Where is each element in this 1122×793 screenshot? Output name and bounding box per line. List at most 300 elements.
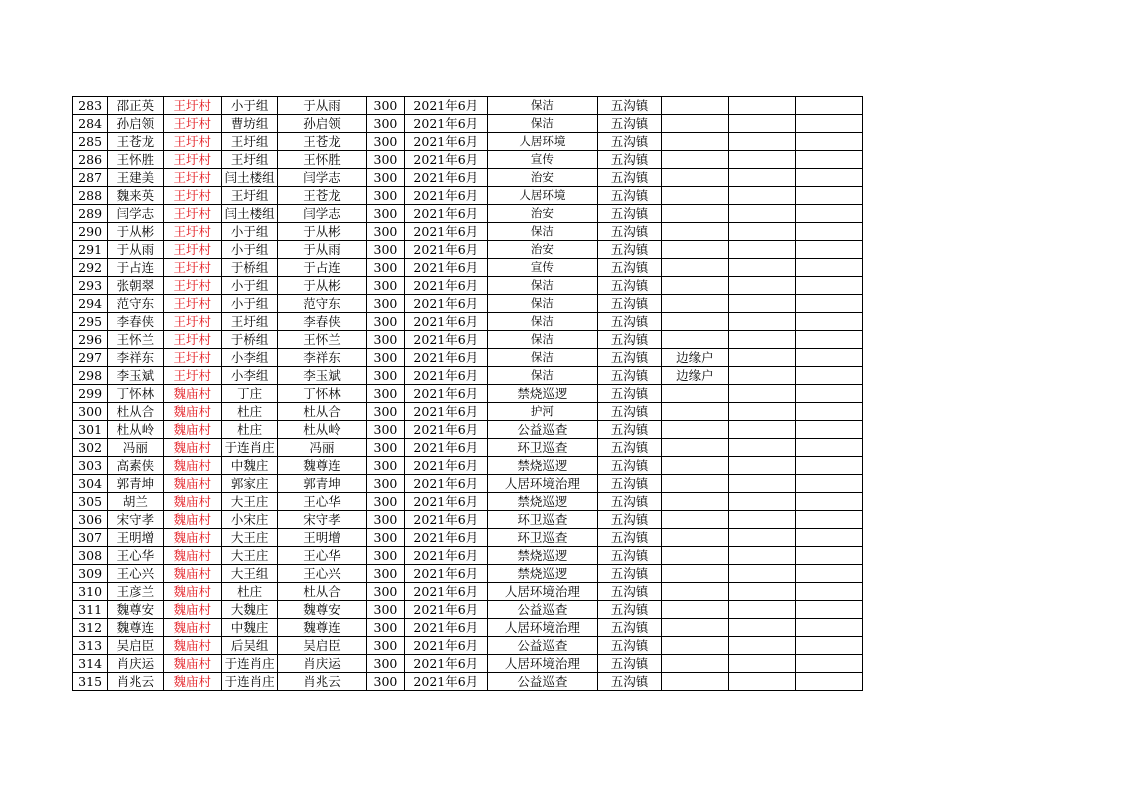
name-cell: 胡兰 bbox=[108, 493, 163, 511]
group-cell: 郭家庄 bbox=[221, 475, 277, 493]
task-cell: 保洁 bbox=[487, 367, 598, 385]
row-number-cell: 292 bbox=[73, 259, 108, 277]
extra-cell-2 bbox=[796, 223, 863, 241]
name-cell: 郭青坤 bbox=[108, 475, 163, 493]
town-cell: 五沟镇 bbox=[598, 115, 661, 133]
group-cell: 王圩组 bbox=[221, 133, 277, 151]
month-cell: 2021年6月 bbox=[405, 457, 488, 475]
extra-cell-2 bbox=[796, 187, 863, 205]
extra-cell-1 bbox=[729, 241, 796, 259]
task-cell: 宣传 bbox=[487, 151, 598, 169]
month-cell: 2021年6月 bbox=[405, 673, 488, 691]
month-cell: 2021年6月 bbox=[405, 133, 488, 151]
note-cell bbox=[661, 583, 728, 601]
month-cell: 2021年6月 bbox=[405, 259, 488, 277]
town-cell: 五沟镇 bbox=[598, 403, 661, 421]
amount-cell: 300 bbox=[366, 583, 404, 601]
name-cell: 魏尊安 bbox=[108, 601, 163, 619]
table-row bbox=[73, 619, 863, 637]
extra-cell-2 bbox=[796, 205, 863, 223]
task-cell: 人居环境治理 bbox=[487, 619, 598, 637]
note-cell bbox=[661, 295, 728, 313]
extra-cell-1 bbox=[729, 133, 796, 151]
name-cell: 王心华 bbox=[108, 547, 163, 565]
group-cell: 大魏庄 bbox=[221, 601, 277, 619]
month-cell: 2021年6月 bbox=[405, 295, 488, 313]
group-cell: 杜庄 bbox=[221, 421, 277, 439]
task-cell: 保洁 bbox=[487, 331, 598, 349]
town-cell: 五沟镇 bbox=[598, 169, 661, 187]
table-row bbox=[73, 331, 863, 349]
group-cell: 大王组 bbox=[221, 565, 277, 583]
row-number-cell: 291 bbox=[73, 241, 108, 259]
name-cell: 丁怀林 bbox=[108, 385, 163, 403]
village-cell: 王圩村 bbox=[163, 277, 221, 295]
extra-cell-2 bbox=[796, 133, 863, 151]
amount-cell: 300 bbox=[366, 349, 404, 367]
village-cell: 魏庙村 bbox=[163, 655, 221, 673]
extra-cell-2 bbox=[796, 277, 863, 295]
town-cell: 五沟镇 bbox=[598, 511, 661, 529]
amount-cell: 300 bbox=[366, 421, 404, 439]
household-head-cell: 魏尊连 bbox=[278, 457, 367, 475]
row-number-cell: 293 bbox=[73, 277, 108, 295]
household-head-cell: 于从彬 bbox=[278, 223, 367, 241]
month-cell: 2021年6月 bbox=[405, 493, 488, 511]
row-number-cell: 311 bbox=[73, 601, 108, 619]
month-cell: 2021年6月 bbox=[405, 547, 488, 565]
note-cell bbox=[661, 187, 728, 205]
amount-cell: 300 bbox=[366, 439, 404, 457]
village-cell: 王圩村 bbox=[163, 259, 221, 277]
household-head-cell: 于从雨 bbox=[278, 97, 367, 115]
name-cell: 高素侠 bbox=[108, 457, 163, 475]
extra-cell-2 bbox=[796, 97, 863, 115]
town-cell: 五沟镇 bbox=[598, 493, 661, 511]
note-cell bbox=[661, 547, 728, 565]
amount-cell: 300 bbox=[366, 259, 404, 277]
extra-cell-1 bbox=[729, 601, 796, 619]
month-cell: 2021年6月 bbox=[405, 223, 488, 241]
month-cell: 2021年6月 bbox=[405, 277, 488, 295]
extra-cell-1 bbox=[729, 547, 796, 565]
group-cell: 王圩组 bbox=[221, 151, 277, 169]
extra-cell-1 bbox=[729, 493, 796, 511]
table-row bbox=[73, 295, 863, 313]
table-row bbox=[73, 259, 863, 277]
group-cell: 杜庄 bbox=[221, 583, 277, 601]
table-row bbox=[73, 655, 863, 673]
amount-cell: 300 bbox=[366, 295, 404, 313]
note-cell bbox=[661, 169, 728, 187]
row-number-cell: 287 bbox=[73, 169, 108, 187]
household-head-cell: 李祥东 bbox=[278, 349, 367, 367]
town-cell: 五沟镇 bbox=[598, 97, 661, 115]
note-cell bbox=[661, 97, 728, 115]
task-cell: 公益巡查 bbox=[487, 601, 598, 619]
town-cell: 五沟镇 bbox=[598, 295, 661, 313]
table-row bbox=[73, 313, 863, 331]
task-cell: 保洁 bbox=[487, 313, 598, 331]
extra-cell-1 bbox=[729, 313, 796, 331]
group-cell: 曹坊组 bbox=[221, 115, 277, 133]
extra-cell-2 bbox=[796, 115, 863, 133]
group-cell: 中魏庄 bbox=[221, 619, 277, 637]
extra-cell-1 bbox=[729, 403, 796, 421]
household-head-cell: 范守东 bbox=[278, 295, 367, 313]
task-cell: 护河 bbox=[487, 403, 598, 421]
village-cell: 王圩村 bbox=[163, 367, 221, 385]
name-cell: 魏尊连 bbox=[108, 619, 163, 637]
extra-cell-1 bbox=[729, 421, 796, 439]
table-row bbox=[73, 97, 863, 115]
task-cell: 公益巡查 bbox=[487, 673, 598, 691]
name-cell: 肖庆运 bbox=[108, 655, 163, 673]
village-cell: 魏庙村 bbox=[163, 619, 221, 637]
group-cell: 于连肖庄 bbox=[221, 655, 277, 673]
row-number-cell: 300 bbox=[73, 403, 108, 421]
row-number-cell: 288 bbox=[73, 187, 108, 205]
group-cell: 小于组 bbox=[221, 277, 277, 295]
name-cell: 吴启臣 bbox=[108, 637, 163, 655]
household-head-cell: 杜从合 bbox=[278, 583, 367, 601]
village-cell: 魏庙村 bbox=[163, 493, 221, 511]
village-cell: 魏庙村 bbox=[163, 529, 221, 547]
table-row bbox=[73, 547, 863, 565]
row-number-cell: 306 bbox=[73, 511, 108, 529]
table-row bbox=[73, 439, 863, 457]
household-head-cell: 王心兴 bbox=[278, 565, 367, 583]
extra-cell-2 bbox=[796, 439, 863, 457]
household-head-cell: 吴启臣 bbox=[278, 637, 367, 655]
extra-cell-2 bbox=[796, 259, 863, 277]
village-cell: 魏庙村 bbox=[163, 601, 221, 619]
extra-cell-1 bbox=[729, 151, 796, 169]
name-cell: 王怀兰 bbox=[108, 331, 163, 349]
village-cell: 魏庙村 bbox=[163, 403, 221, 421]
extra-cell-1 bbox=[729, 205, 796, 223]
town-cell: 五沟镇 bbox=[598, 187, 661, 205]
group-cell: 中魏庄 bbox=[221, 457, 277, 475]
extra-cell-1 bbox=[729, 529, 796, 547]
town-cell: 五沟镇 bbox=[598, 421, 661, 439]
household-head-cell: 杜从岭 bbox=[278, 421, 367, 439]
table-row bbox=[73, 169, 863, 187]
row-number-cell: 286 bbox=[73, 151, 108, 169]
amount-cell: 300 bbox=[366, 529, 404, 547]
note-cell bbox=[661, 565, 728, 583]
task-cell: 人居环境 bbox=[487, 187, 598, 205]
table-row bbox=[73, 133, 863, 151]
group-cell: 大王庄 bbox=[221, 493, 277, 511]
extra-cell-1 bbox=[729, 457, 796, 475]
group-cell: 王圩组 bbox=[221, 187, 277, 205]
table-row bbox=[73, 349, 863, 367]
town-cell: 五沟镇 bbox=[598, 601, 661, 619]
household-head-cell: 肖庆运 bbox=[278, 655, 367, 673]
extra-cell-1 bbox=[729, 223, 796, 241]
name-cell: 李春侠 bbox=[108, 313, 163, 331]
village-cell: 魏庙村 bbox=[163, 475, 221, 493]
name-cell: 孙启领 bbox=[108, 115, 163, 133]
household-head-cell: 魏尊连 bbox=[278, 619, 367, 637]
village-cell: 王圩村 bbox=[163, 331, 221, 349]
task-cell: 保洁 bbox=[487, 97, 598, 115]
table-row bbox=[73, 223, 863, 241]
town-cell: 五沟镇 bbox=[598, 565, 661, 583]
task-cell: 禁烧巡逻 bbox=[487, 493, 598, 511]
task-cell: 禁烧巡逻 bbox=[487, 457, 598, 475]
name-cell: 范守东 bbox=[108, 295, 163, 313]
household-head-cell: 王心华 bbox=[278, 547, 367, 565]
household-head-cell: 于从雨 bbox=[278, 241, 367, 259]
extra-cell-2 bbox=[796, 493, 863, 511]
group-cell: 小于组 bbox=[221, 97, 277, 115]
town-cell: 五沟镇 bbox=[598, 241, 661, 259]
group-cell: 小宋庄 bbox=[221, 511, 277, 529]
row-number-cell: 296 bbox=[73, 331, 108, 349]
month-cell: 2021年6月 bbox=[405, 187, 488, 205]
name-cell: 魏来英 bbox=[108, 187, 163, 205]
village-cell: 王圩村 bbox=[163, 151, 221, 169]
group-cell: 大王庄 bbox=[221, 547, 277, 565]
extra-cell-1 bbox=[729, 187, 796, 205]
group-cell: 小于组 bbox=[221, 295, 277, 313]
village-cell: 魏庙村 bbox=[163, 565, 221, 583]
extra-cell-1 bbox=[729, 97, 796, 115]
task-cell: 治安 bbox=[487, 241, 598, 259]
note-cell bbox=[661, 115, 728, 133]
note-cell bbox=[661, 421, 728, 439]
group-cell: 杜庄 bbox=[221, 403, 277, 421]
task-cell: 公益巡查 bbox=[487, 637, 598, 655]
amount-cell: 300 bbox=[366, 673, 404, 691]
amount-cell: 300 bbox=[366, 313, 404, 331]
note-cell bbox=[661, 673, 728, 691]
task-cell: 保洁 bbox=[487, 223, 598, 241]
extra-cell-2 bbox=[796, 349, 863, 367]
village-cell: 魏庙村 bbox=[163, 583, 221, 601]
group-cell: 后吴组 bbox=[221, 637, 277, 655]
village-cell: 王圩村 bbox=[163, 313, 221, 331]
table-row bbox=[73, 421, 863, 439]
row-number-cell: 299 bbox=[73, 385, 108, 403]
row-number-cell: 305 bbox=[73, 493, 108, 511]
table-row bbox=[73, 367, 863, 385]
amount-cell: 300 bbox=[366, 457, 404, 475]
note-cell bbox=[661, 493, 728, 511]
month-cell: 2021年6月 bbox=[405, 205, 488, 223]
row-number-cell: 295 bbox=[73, 313, 108, 331]
group-cell: 小李组 bbox=[221, 349, 277, 367]
extra-cell-2 bbox=[796, 655, 863, 673]
month-cell: 2021年6月 bbox=[405, 403, 488, 421]
household-head-cell: 孙启领 bbox=[278, 115, 367, 133]
extra-cell-2 bbox=[796, 295, 863, 313]
name-cell: 于从彬 bbox=[108, 223, 163, 241]
row-number-cell: 308 bbox=[73, 547, 108, 565]
note-cell bbox=[661, 259, 728, 277]
table-row bbox=[73, 151, 863, 169]
table-row bbox=[73, 115, 863, 133]
table-row bbox=[73, 475, 863, 493]
note-cell bbox=[661, 601, 728, 619]
row-number-cell: 315 bbox=[73, 673, 108, 691]
town-cell: 五沟镇 bbox=[598, 277, 661, 295]
task-cell: 宣传 bbox=[487, 259, 598, 277]
note-cell bbox=[661, 223, 728, 241]
table-row bbox=[73, 673, 863, 691]
town-cell: 五沟镇 bbox=[598, 331, 661, 349]
extra-cell-2 bbox=[796, 583, 863, 601]
note-cell bbox=[661, 313, 728, 331]
note-cell bbox=[661, 277, 728, 295]
group-cell: 小于组 bbox=[221, 241, 277, 259]
task-cell: 保洁 bbox=[487, 295, 598, 313]
village-cell: 王圩村 bbox=[163, 349, 221, 367]
row-number-cell: 290 bbox=[73, 223, 108, 241]
town-cell: 五沟镇 bbox=[598, 133, 661, 151]
village-cell: 王圩村 bbox=[163, 133, 221, 151]
note-cell bbox=[661, 241, 728, 259]
task-cell: 禁烧巡逻 bbox=[487, 547, 598, 565]
month-cell: 2021年6月 bbox=[405, 313, 488, 331]
table-row bbox=[73, 529, 863, 547]
group-cell: 于连肖庄 bbox=[221, 673, 277, 691]
extra-cell-2 bbox=[796, 457, 863, 475]
town-cell: 五沟镇 bbox=[598, 529, 661, 547]
group-cell: 大王庄 bbox=[221, 529, 277, 547]
village-cell: 王圩村 bbox=[163, 295, 221, 313]
extra-cell-2 bbox=[796, 151, 863, 169]
note-cell bbox=[661, 151, 728, 169]
note-cell bbox=[661, 457, 728, 475]
household-head-cell: 王苍龙 bbox=[278, 187, 367, 205]
extra-cell-1 bbox=[729, 583, 796, 601]
amount-cell: 300 bbox=[366, 619, 404, 637]
table-row bbox=[73, 205, 863, 223]
note-cell bbox=[661, 331, 728, 349]
name-cell: 闫学志 bbox=[108, 205, 163, 223]
name-cell: 王心兴 bbox=[108, 565, 163, 583]
amount-cell: 300 bbox=[366, 403, 404, 421]
village-cell: 魏庙村 bbox=[163, 673, 221, 691]
month-cell: 2021年6月 bbox=[405, 385, 488, 403]
group-cell: 王圩组 bbox=[221, 313, 277, 331]
village-cell: 王圩村 bbox=[163, 115, 221, 133]
village-cell: 魏庙村 bbox=[163, 439, 221, 457]
extra-cell-1 bbox=[729, 619, 796, 637]
extra-cell-1 bbox=[729, 331, 796, 349]
town-cell: 五沟镇 bbox=[598, 475, 661, 493]
task-cell: 公益巡查 bbox=[487, 421, 598, 439]
task-cell: 人居环境治理 bbox=[487, 583, 598, 601]
town-cell: 五沟镇 bbox=[598, 223, 661, 241]
table-row bbox=[73, 187, 863, 205]
month-cell: 2021年6月 bbox=[405, 565, 488, 583]
extra-cell-1 bbox=[729, 169, 796, 187]
task-cell: 环卫巡查 bbox=[487, 529, 598, 547]
extra-cell-2 bbox=[796, 619, 863, 637]
table-row bbox=[73, 457, 863, 475]
amount-cell: 300 bbox=[366, 385, 404, 403]
task-cell: 人居环境治理 bbox=[487, 655, 598, 673]
extra-cell-2 bbox=[796, 565, 863, 583]
table-body bbox=[73, 97, 863, 691]
row-number-cell: 298 bbox=[73, 367, 108, 385]
extra-cell-2 bbox=[796, 331, 863, 349]
town-cell: 五沟镇 bbox=[598, 151, 661, 169]
amount-cell: 300 bbox=[366, 367, 404, 385]
task-cell: 保洁 bbox=[487, 115, 598, 133]
row-number-cell: 310 bbox=[73, 583, 108, 601]
group-cell: 于桥组 bbox=[221, 331, 277, 349]
note-cell: 边缘户 bbox=[661, 367, 728, 385]
extra-cell-2 bbox=[796, 421, 863, 439]
household-head-cell: 杜从合 bbox=[278, 403, 367, 421]
household-head-cell: 郭青坤 bbox=[278, 475, 367, 493]
extra-cell-2 bbox=[796, 673, 863, 691]
task-cell: 禁烧巡逻 bbox=[487, 565, 598, 583]
amount-cell: 300 bbox=[366, 493, 404, 511]
village-cell: 王圩村 bbox=[163, 187, 221, 205]
town-cell: 五沟镇 bbox=[598, 313, 661, 331]
household-head-cell: 王怀胜 bbox=[278, 151, 367, 169]
table-row bbox=[73, 511, 863, 529]
amount-cell: 300 bbox=[366, 511, 404, 529]
household-head-cell: 冯丽 bbox=[278, 439, 367, 457]
row-number-cell: 294 bbox=[73, 295, 108, 313]
name-cell: 王明增 bbox=[108, 529, 163, 547]
town-cell: 五沟镇 bbox=[598, 619, 661, 637]
household-head-cell: 宋守孝 bbox=[278, 511, 367, 529]
household-head-cell: 王心华 bbox=[278, 493, 367, 511]
task-cell: 环卫巡查 bbox=[487, 511, 598, 529]
amount-cell: 300 bbox=[366, 115, 404, 133]
household-head-cell: 于占连 bbox=[278, 259, 367, 277]
row-number-cell: 283 bbox=[73, 97, 108, 115]
town-cell: 五沟镇 bbox=[598, 259, 661, 277]
table-row bbox=[73, 493, 863, 511]
town-cell: 五沟镇 bbox=[598, 385, 661, 403]
month-cell: 2021年6月 bbox=[405, 511, 488, 529]
month-cell: 2021年6月 bbox=[405, 619, 488, 637]
month-cell: 2021年6月 bbox=[405, 241, 488, 259]
village-cell: 魏庙村 bbox=[163, 421, 221, 439]
amount-cell: 300 bbox=[366, 331, 404, 349]
extra-cell-2 bbox=[796, 601, 863, 619]
row-number-cell: 285 bbox=[73, 133, 108, 151]
extra-cell-1 bbox=[729, 673, 796, 691]
village-cell: 王圩村 bbox=[163, 223, 221, 241]
household-head-cell: 王苍龙 bbox=[278, 133, 367, 151]
task-cell: 保洁 bbox=[487, 349, 598, 367]
village-cell: 魏庙村 bbox=[163, 547, 221, 565]
extra-cell-1 bbox=[729, 385, 796, 403]
note-cell bbox=[661, 655, 728, 673]
month-cell: 2021年6月 bbox=[405, 331, 488, 349]
name-cell: 于占连 bbox=[108, 259, 163, 277]
row-number-cell: 303 bbox=[73, 457, 108, 475]
household-head-cell: 李春侠 bbox=[278, 313, 367, 331]
row-number-cell: 307 bbox=[73, 529, 108, 547]
extra-cell-1 bbox=[729, 655, 796, 673]
amount-cell: 300 bbox=[366, 601, 404, 619]
task-cell: 保洁 bbox=[487, 277, 598, 295]
name-cell: 王怀胜 bbox=[108, 151, 163, 169]
name-cell: 邵正英 bbox=[108, 97, 163, 115]
month-cell: 2021年6月 bbox=[405, 115, 488, 133]
